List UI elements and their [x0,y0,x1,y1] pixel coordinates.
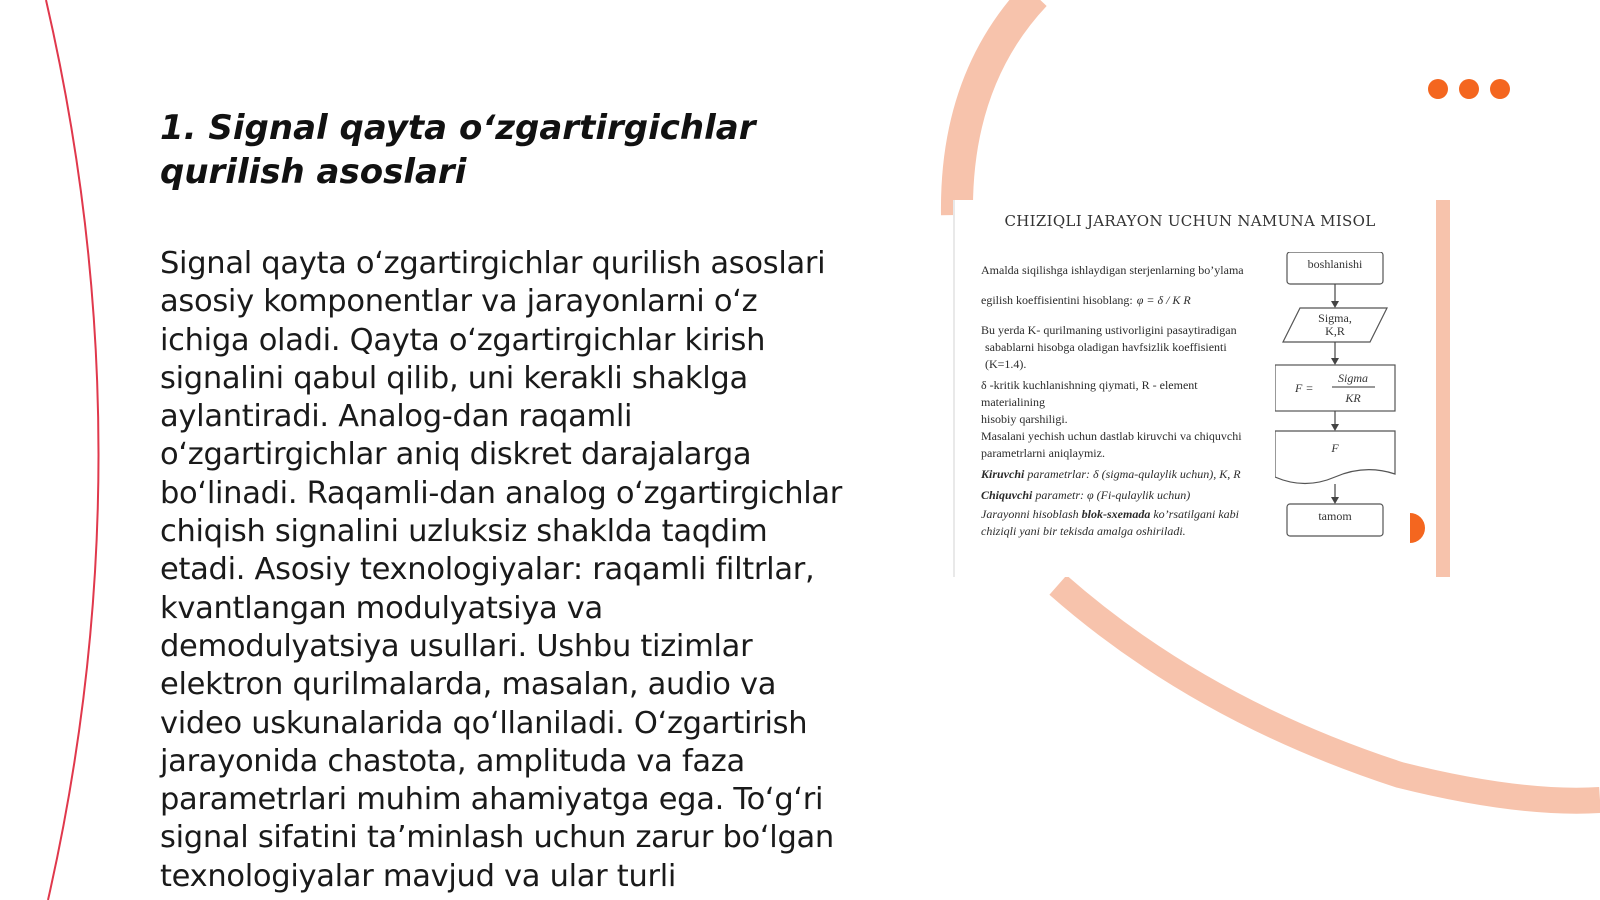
line-part: Jarayonni hisoblash [981,507,1082,521]
dot-icon [1459,79,1479,99]
flow-process-numerator: Sigma [1338,371,1368,385]
figure-line: Amalda siqilishga ishlaydigan sterjenlarning bo’ylama [981,263,1244,277]
flowchart [1275,252,1405,552]
output-label: Chiquvchi [981,488,1033,502]
slide-title: 1. Signal qayta o‘zgartirgichlar qurilish asoslari [160,108,756,192]
figure-line: Masalani yechish uchun dastlab kiruvchi va chiquvchi [981,429,1242,443]
dot-icon [1490,79,1510,99]
figure-line-text: egilish koeffisientini hisoblang: [981,293,1133,307]
figure-line: hisobiy qarshiligi. [981,412,1068,426]
left-red-curve [46,0,99,900]
figure-line: parametrlarni aniqlaymiz. [981,446,1105,460]
flow-output-document [1275,431,1395,484]
input-text: parametrlar: δ (sigma-qulaylik uchun), K, R [1024,467,1241,481]
flow-input-label-2: K,R [1325,324,1345,338]
flow-process-denominator: KR [1345,391,1361,405]
flow-arrowhead [1331,424,1339,431]
flow-arrowhead [1331,358,1339,365]
line-part: ko’rsatilgani kabi [1150,507,1240,521]
example-figure [955,200,1450,577]
figure-line: chiziqli yani bir tekisda amalga oshiriladi. [981,524,1186,538]
line-part-bold: blok-sxemada [1081,507,1151,521]
flow-process-lhs: F = [1295,381,1314,395]
flow-process-box [1275,365,1395,411]
bottom-arc-decoration [1058,585,1600,801]
top-arc-decoration [957,0,1035,215]
output-text: parametr: φ (Fi-qulaylik uchun) [1032,488,1191,502]
figure-text [981,262,1261,540]
figure-line [981,292,1261,309]
figure-side-stripe [1436,200,1450,577]
figure-line: sabablarni hisobga oladigan havfsizlik koeffisienti (K=1.4). [985,340,1227,371]
figure-line [981,506,1261,523]
figure-title: CHIZIQLI JARAYON UCHUN NAMUNA MISOL [1004,212,1376,230]
flow-arrowhead [1331,301,1339,308]
figure-line [981,466,1261,483]
figure-line [981,487,1261,504]
flow-end-label: tamom [1318,509,1352,523]
dot-icon [1428,79,1448,99]
flow-start-label: boshlanishi [1307,257,1363,271]
figure-line: Bu yerda K- qurilmaning ustivorligini pasaytiradigan [981,323,1237,337]
figure-line: δ -kritik kuchlanishning qiymati, R - element materialining [981,378,1198,409]
formula: φ = δ / K R [1136,293,1191,307]
flow-output-label: F [1331,441,1339,455]
decorative-dots [1428,79,1510,99]
half-circle-accent [1410,513,1425,543]
slide-body-text: Signal qayta o‘zgartirgichlar qurilish asoslari asosiy komponentlar va jarayonlarni o‘z ichiga oladi. Qayta o‘zgartirgichlar kirish signalini qabul qilib, uni kerakli shaklga aylantiradi. Analog-dan raqamli o‘zgartirgichlar aniq diskret darajalarga bo‘linadi. Raqamli-dan analog o‘zgartirgichlar chiqish signalini uzluksiz shaklda taqdim etadi. Asosiy texnologiyalar: raqamli filtrlar, kvantlangan modulyatsiya va demodulyatsiya usullari. Ushbu tizimlar elektron qurilmalarda, masalan, audio va video uskunalarida qo‘llaniladi. O‘zgartirish jarayonida chastota, amplituda va faza parametrlari muhim ahamiyatga ega. To‘g‘ri signal sifatini ta’minlash uchun zarur bo‘lgan texnologiyalar mavjud va ular turli [160,246,843,894]
flow-input-label-1: Sigma, [1318,311,1352,325]
flow-arrowhead [1331,497,1339,504]
input-label: Kiruvchi [981,467,1025,481]
